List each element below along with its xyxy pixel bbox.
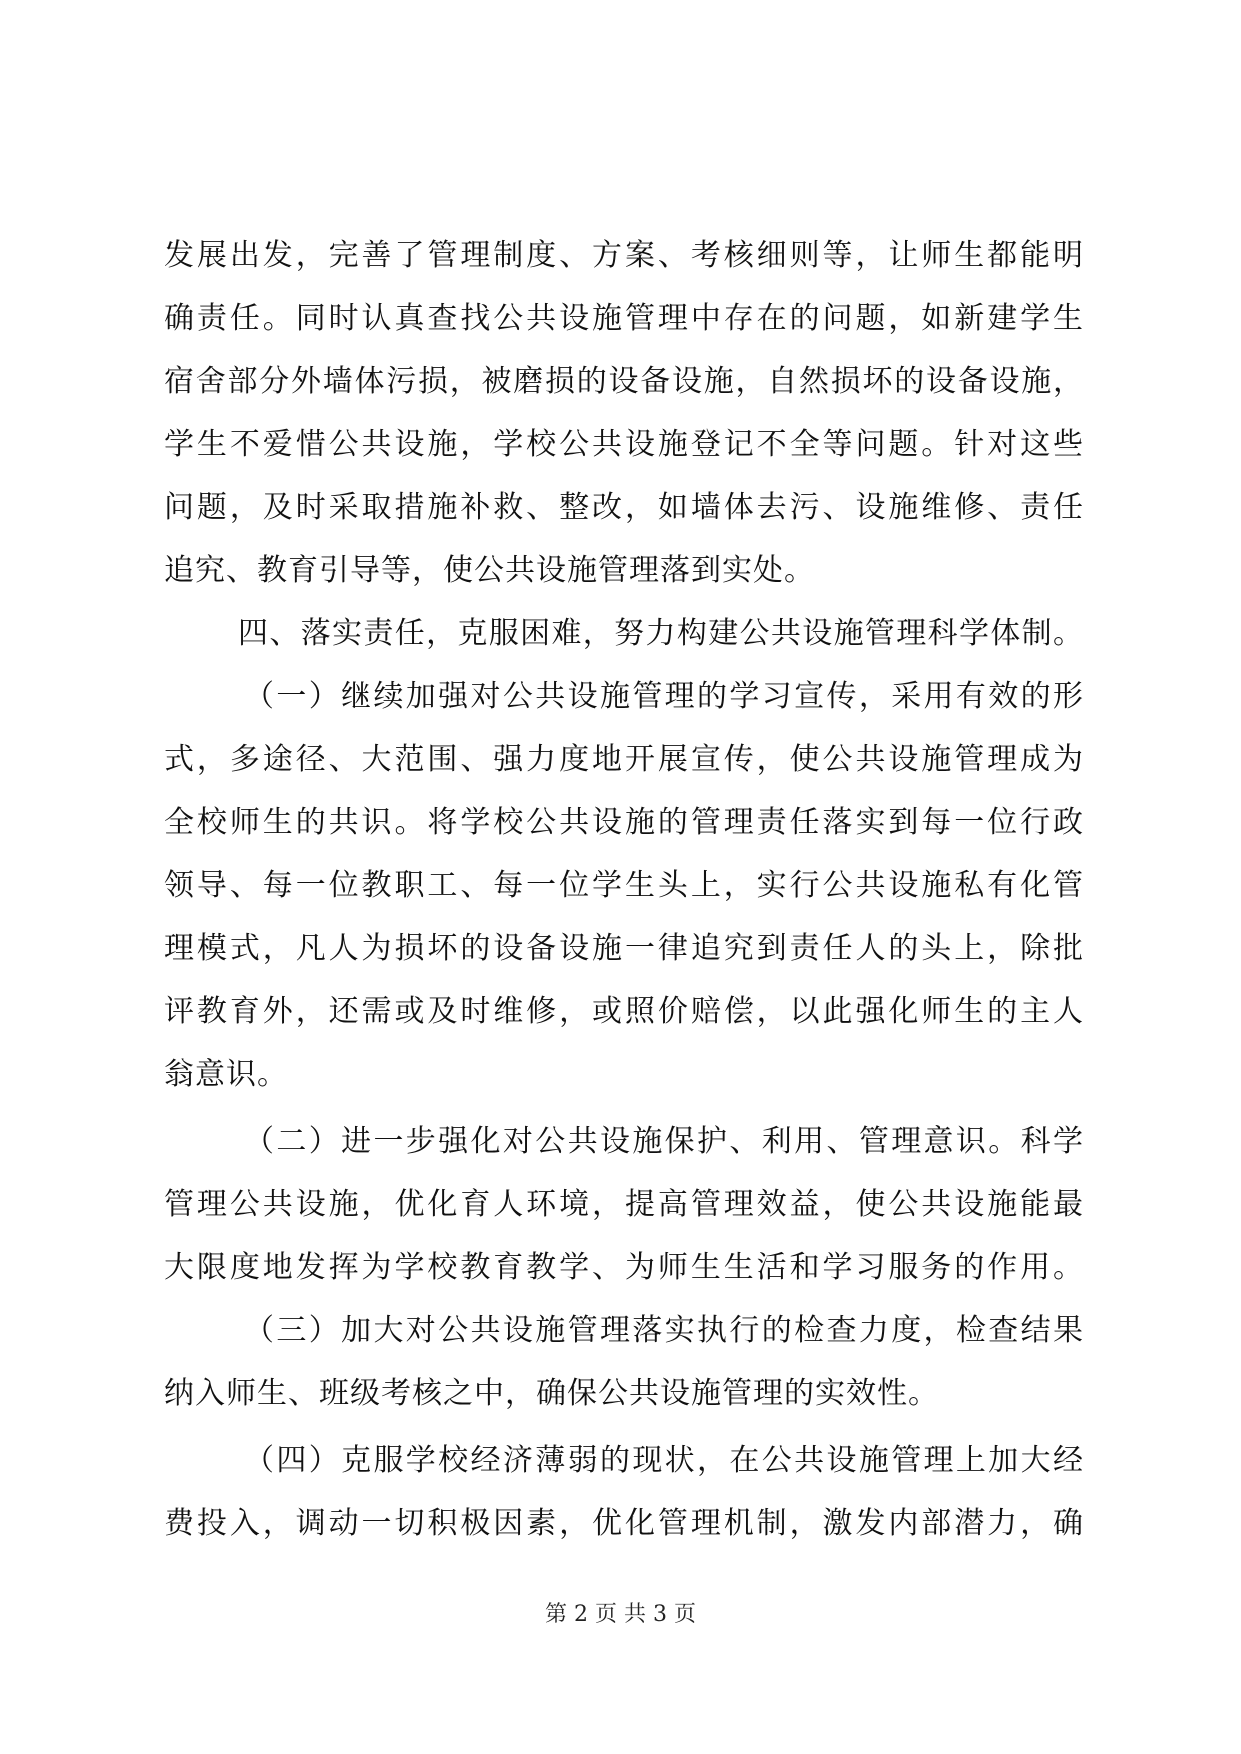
text-line: （一）继续加强对公共设施管理的学习宣传，采用有效的形 — [244, 679, 1084, 714]
text-line: 确责任。同时认真查找公共设施管理中存在的问题，如新建学生 — [164, 301, 1084, 336]
text-line: 领导、每一位教职工、每一位学生头上，实行公共设施私有化管 — [164, 868, 1084, 903]
text-line: （三）加大对公共设施管理落实执行的检查力度，检查结果 — [244, 1313, 1084, 1348]
text-line: 宿舍部分外墙体污损，被磨损的设备设施，自然损坏的设备设施， — [164, 364, 1084, 399]
text-line: 翁意识。 — [164, 1057, 288, 1092]
text-line: 费投入，调动一切积极因素，优化管理机制，激发内部潜力，确 — [164, 1506, 1084, 1541]
text-line: 追究、教育引导等，使公共设施管理落到实处。 — [164, 553, 815, 588]
text-line: 理模式，凡人为损坏的设备设施一律追究到责任人的头上，除批 — [164, 931, 1084, 966]
text-line: 发展出发，完善了管理制度、方案、考核细则等，让师生都能明 — [164, 238, 1084, 273]
section-heading: 四、落实责任，克服困难，努力构建公共设施管理科学体制。 — [238, 616, 1084, 651]
text-line: （四）克服学校经济薄弱的现状，在公共设施管理上加大经 — [244, 1443, 1084, 1478]
text-line: 评教育外，还需或及时维修，或照价赔偿，以此强化师生的主人 — [164, 994, 1084, 1029]
text-line: 大限度地发挥为学校教育教学、为师生生活和学习服务的作用。 — [164, 1250, 1084, 1285]
text-line: 全校师生的共识。将学校公共设施的管理责任落实到每一位行政 — [164, 805, 1084, 840]
text-line: 学生不爱惜公共设施，学校公共设施登记不全等问题。针对这些 — [164, 427, 1084, 462]
page-footer: 第 2 页 共 3 页 — [545, 1602, 696, 1627]
text-line: 问题，及时采取措施补救、整改，如墙体去污、设施维修、责任 — [164, 490, 1084, 525]
text-line: （二）进一步强化对公共设施保护、利用、管理意识。科学 — [244, 1124, 1084, 1159]
document-body — [164, 224, 1084, 1555]
text-line: 纳入师生、班级考核之中，确保公共设施管理的实效性。 — [164, 1376, 939, 1411]
text-line: 管理公共设施，优化育人环境，提高管理效益，使公共设施能最 — [164, 1187, 1084, 1222]
text-line: 式，多途径、大范围、强力度地开展宣传，使公共设施管理成为 — [164, 742, 1084, 777]
